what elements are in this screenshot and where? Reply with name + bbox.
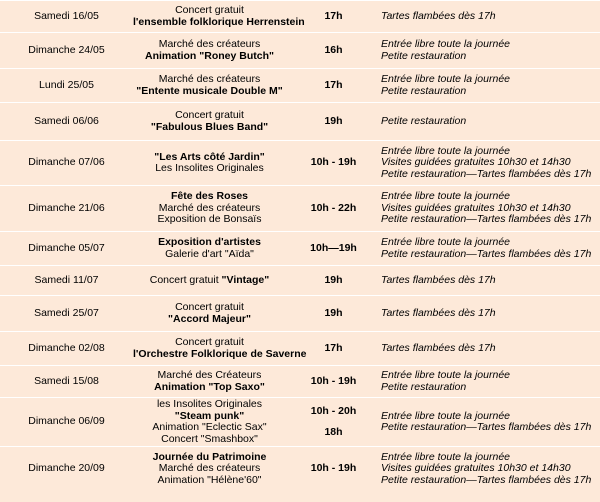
event-line: Exposition d'artistes <box>158 236 261 248</box>
event-time-value: 19h <box>324 273 343 286</box>
event-line: Animation "Hélène'60" <box>157 473 262 486</box>
schedule-row <box>0 266 600 296</box>
schedule-rows <box>0 1 600 491</box>
schedule-row <box>0 141 600 186</box>
event-time-value: 19h <box>324 114 343 127</box>
event-line: Concert gratuit <box>175 336 244 348</box>
schedule-row <box>0 186 600 232</box>
event-date: Dimanche 05/07 <box>0 232 133 266</box>
event-info-line: Visites guidées gratuites 10h30 et 14h30 <box>381 156 571 169</box>
event-line <box>133 275 286 287</box>
event-info-line: Petite restauration—Tartes flambées dès 17h <box>381 213 592 226</box>
event-date: Samedi 11/07 <box>0 266 133 296</box>
event-time-value: 10h—19h <box>310 241 357 254</box>
event-description <box>133 266 286 296</box>
event-description <box>133 366 286 398</box>
event-line: Concert "Smashbox" <box>161 432 258 445</box>
event-info <box>381 447 600 491</box>
event-info-line: Tartes flambées dès 17h <box>381 306 496 319</box>
schedule-row <box>0 1 600 33</box>
event-description <box>133 33 286 69</box>
event-line: Marché des créateurs <box>158 462 261 474</box>
schedule-row <box>0 103 600 141</box>
event-line: Marché des Créateurs <box>157 369 262 381</box>
event-line: Concert gratuit <box>175 301 244 313</box>
event-time-value: 17h <box>324 78 343 91</box>
event-line: "Entente musicale Double M" <box>136 84 283 97</box>
event-time-value: 16h <box>324 43 343 56</box>
event-line: Concert gratuit <box>175 109 244 121</box>
schedule-row <box>0 69 600 103</box>
event-info-line: Petite restauration <box>381 84 467 97</box>
event-time-value: 17h <box>324 9 343 22</box>
event-time-value: 18h <box>324 426 343 438</box>
event-date: Dimanche 07/06 <box>0 141 133 186</box>
event-time <box>286 33 381 69</box>
event-line: l'Orchestre Folklorique de Saverne <box>133 347 307 360</box>
event-description <box>133 69 286 103</box>
event-info <box>381 366 600 398</box>
event-info-line: Visites guidées gratuites 10h30 et 14h30 <box>381 462 571 474</box>
event-line: Les Insolites Originales <box>155 162 264 174</box>
event-info-line: Entrée libre toute la journée <box>381 409 510 422</box>
event-time-value: 10h - 19h <box>310 374 357 387</box>
event-info <box>381 141 600 186</box>
event-line: Animation "Top Saxo" <box>154 380 265 393</box>
event-info-line: Entrée libre toute la journée <box>381 450 510 463</box>
event-line: Exposition de Bonsaïs <box>157 213 262 226</box>
event-description <box>133 447 286 491</box>
event-time-value: 17h <box>324 341 343 354</box>
event-info-line: Petite restauration—Tartes flambées dès 17h <box>381 247 592 260</box>
event-date: Lundi 25/05 <box>0 69 133 103</box>
schedule-row <box>0 447 600 491</box>
schedule-row <box>0 366 600 398</box>
event-time <box>286 103 381 141</box>
event-time <box>286 398 381 447</box>
event-time <box>286 141 381 186</box>
event-time-value: 10h - 22h <box>310 201 357 214</box>
event-info-line: Tartes flambées dès 17h <box>381 273 496 286</box>
event-info <box>381 69 600 103</box>
event-time <box>286 366 381 398</box>
schedule-row <box>0 232 600 266</box>
event-info <box>381 232 600 266</box>
event-line: Fête des Roses <box>170 190 249 203</box>
event-line: "Fabulous Blues Band" <box>150 120 269 133</box>
schedule-row <box>0 296 600 332</box>
event-line: Concert gratuit <box>175 4 244 16</box>
event-date: Samedi 15/08 <box>0 366 133 398</box>
event-info-line: Petite restauration <box>381 49 467 62</box>
event-line: Animation "Eclectic Sax" <box>152 421 267 433</box>
event-date: Dimanche 20/09 <box>0 447 133 491</box>
event-date: Samedi 16/05 <box>0 1 133 33</box>
event-info <box>381 266 600 296</box>
event-date: Samedi 25/07 <box>0 296 133 332</box>
event-line: "Accord Majeur" <box>168 312 251 325</box>
event-info-line: Visites guidées gratuites 10h30 et 14h30 <box>381 201 571 214</box>
event-info-line: Entrée libre toute la journée <box>381 38 510 50</box>
event-description <box>133 141 286 186</box>
event-info <box>381 103 600 141</box>
event-info-line: Petite restauration <box>381 380 467 393</box>
event-time <box>286 186 381 232</box>
event-time-value: 10h - 19h <box>310 462 357 474</box>
event-description <box>133 296 286 332</box>
event-line: Journée du Patrimoine <box>152 450 267 463</box>
event-date: Samedi 06/06 <box>0 103 133 141</box>
event-date: Dimanche 06/09 <box>0 398 133 447</box>
event-time-value: 10h - 20h <box>310 404 357 417</box>
event-description <box>133 103 286 141</box>
event-info-line: Petite restauration—Tartes flambées dès 17h <box>381 473 592 486</box>
event-info <box>381 186 600 232</box>
event-time-value: 19h <box>324 306 343 319</box>
event-line: "Les Arts côté Jardin" <box>154 150 265 163</box>
event-info-line: Tartes flambées dès 17h <box>381 9 496 22</box>
event-time <box>286 69 381 103</box>
event-time <box>286 232 381 266</box>
event-date: Dimanche 24/05 <box>0 33 133 69</box>
event-line: Marché des créateurs <box>158 38 261 50</box>
event-description <box>133 1 305 33</box>
event-info-line: Petite restauration <box>381 114 467 127</box>
event-info <box>381 398 600 447</box>
event-time <box>286 296 381 332</box>
event-info <box>381 1 600 33</box>
event-info-line: Petite restauration—Tartes flambées dès 17h <box>381 421 592 433</box>
event-line: Marché des créateurs <box>158 201 261 214</box>
event-line: l'ensemble folklorique Herrenstein <box>133 15 305 28</box>
event-line: Marché des créateurs <box>158 73 261 85</box>
schedule-row <box>0 33 600 69</box>
event-info <box>381 296 600 332</box>
event-description <box>133 186 286 232</box>
event-info-line: Entrée libre toute la journée <box>381 236 510 248</box>
event-time <box>286 447 381 491</box>
event-line: Animation "Roney Butch" <box>145 49 274 62</box>
event-info-line: Entrée libre toute la journée <box>381 73 510 85</box>
event-info <box>381 33 600 69</box>
event-date: Dimanche 21/06 <box>0 186 133 232</box>
event-description <box>133 332 307 366</box>
schedule-row <box>0 332 600 366</box>
event-info-line: Entrée libre toute la journée <box>381 144 510 157</box>
event-time <box>286 266 381 296</box>
event-description <box>133 398 286 447</box>
event-time-value: 10h - 19h <box>310 156 357 169</box>
event-line: "Steam punk" <box>174 409 245 422</box>
event-line-part: Concert gratuit <box>149 273 222 286</box>
event-info-line: Petite restauration—Tartes flambées dès 17h <box>381 167 592 180</box>
event-info <box>381 332 600 366</box>
event-line: Galerie d'art "Aïda" <box>165 247 254 260</box>
event-info-line: Entrée libre toute la journée <box>381 190 510 203</box>
event-description <box>133 232 286 266</box>
event-date: Dimanche 02/08 <box>0 332 133 366</box>
event-info-line: Entrée libre toute la journée <box>381 369 510 381</box>
event-info-line: Tartes flambées dès 17h <box>381 341 496 354</box>
event-line: les Insolites Originales <box>156 398 263 410</box>
event-line-part: "Vintage" <box>221 273 270 286</box>
schedule-row <box>0 398 600 447</box>
